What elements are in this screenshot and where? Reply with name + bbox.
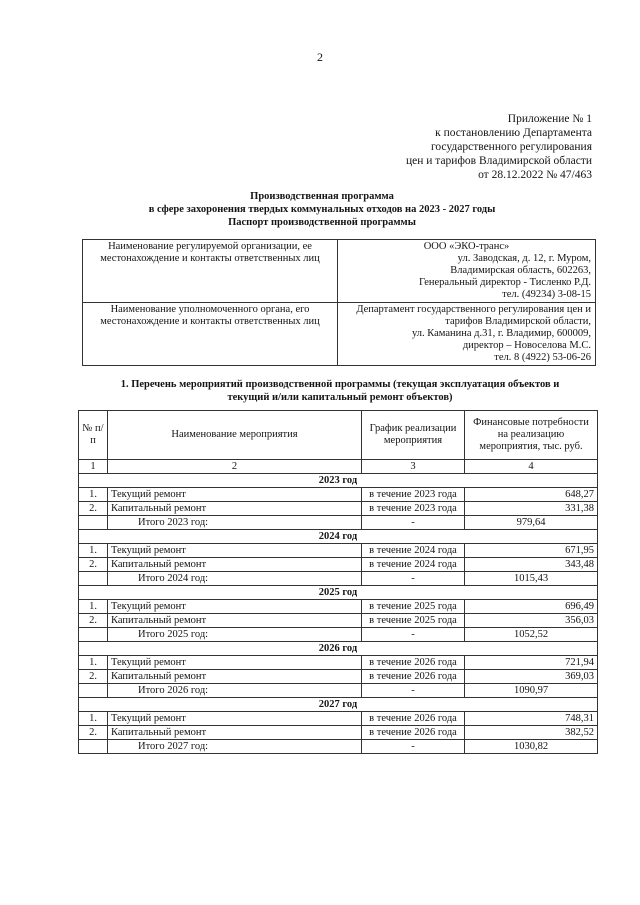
measure-name: Капитальный ремонт — [108, 726, 362, 740]
row-number: 1. — [79, 712, 108, 726]
column-number-row — [79, 460, 598, 474]
appendix-line: цен и тарифов Владимирской области — [405, 155, 592, 167]
passport-value — [338, 240, 596, 303]
measure-cost: 671,95 — [465, 544, 598, 558]
total-schedule: - — [362, 628, 465, 642]
header-schedule: График реализации мероприятия — [362, 411, 465, 460]
total-number — [79, 516, 108, 530]
measure-cost: 382,52 — [465, 726, 598, 740]
appendix-line: от 28.12.2022 № 47/463 — [478, 169, 592, 181]
measure-cost: 331,38 — [465, 502, 598, 516]
row-number: 1. — [79, 488, 108, 502]
passport-row — [83, 303, 596, 366]
passport-label: Наименование уполномоченного органа, его местонахождение и контакты ответственных лиц — [83, 303, 338, 366]
measure-name: Текущий ремонт — [108, 656, 362, 670]
passport-label: Наименование регулируемой организации, ее местонахождение и контакты ответственных лиц — [83, 240, 338, 303]
section-title — [90, 378, 590, 404]
total-number — [79, 628, 108, 642]
year-header-row — [79, 474, 598, 488]
page-number: 2 — [317, 50, 323, 64]
measure-schedule: в течение 2024 года — [362, 544, 465, 558]
measure-schedule: в течение 2026 года — [362, 712, 465, 726]
appendix-line: государственного регулирования — [430, 141, 592, 153]
year-label: 2027 год — [79, 698, 598, 712]
measure-schedule: в течение 2026 года — [362, 726, 465, 740]
total-cost: 979,64 — [465, 516, 598, 530]
measure-name: Капитальный ремонт — [108, 614, 362, 628]
title-line: Производственная программа — [250, 191, 394, 202]
header-cost: Финансовые потребности на реализацию мероприятия, тыс. руб. — [465, 411, 598, 460]
total-name: Итого 2023 год: — [108, 516, 362, 530]
year-label: 2023 год — [79, 474, 598, 488]
measure-schedule: в течение 2024 года — [362, 558, 465, 572]
total-schedule: - — [362, 572, 465, 586]
total-number — [79, 572, 108, 586]
column-number: 2 — [108, 460, 362, 474]
total-name: Итого 2024 год: — [108, 572, 362, 586]
measure-name: Текущий ремонт — [108, 488, 362, 502]
section-title-line: текущий и/или капитальный ремонт объектов) — [227, 392, 453, 403]
year-label: 2025 год — [79, 586, 598, 600]
title-line: Паспорт производственной программы — [228, 217, 416, 228]
total-number — [79, 740, 108, 754]
title-line: в сфере захоронения твердых коммунальных отходов на 2023 - 2027 годы — [148, 204, 496, 215]
header-no: № п/п — [79, 411, 108, 460]
row-number: 1. — [79, 544, 108, 558]
measure-schedule: в течение 2025 года — [362, 600, 465, 614]
passport-row — [83, 240, 596, 303]
passport-value-line: ул. Каманина д.31, г. Владимир, 600009, — [411, 328, 591, 339]
table-row — [79, 670, 598, 684]
passport-value-line: Департамент государственного регулирования цен и — [356, 304, 591, 315]
table-row — [79, 726, 598, 740]
total-name: Итого 2026 год: — [108, 684, 362, 698]
row-number: 2. — [79, 502, 108, 516]
row-number: 1. — [79, 600, 108, 614]
row-number: 1. — [79, 656, 108, 670]
passport-value-line: ООО «ЭКО-транс» — [423, 241, 510, 252]
measure-name: Текущий ремонт — [108, 544, 362, 558]
passport-value-line: директор – Новоселова М.С. — [462, 340, 591, 351]
measure-name: Капитальный ремонт — [108, 558, 362, 572]
passport-value-line: тел. 8 (4922) 53-06-26 — [494, 352, 591, 363]
measure-cost: 648,27 — [465, 488, 598, 502]
measure-schedule: в течение 2025 года — [362, 614, 465, 628]
table-row — [79, 558, 598, 572]
total-cost: 1052,52 — [465, 628, 598, 642]
total-row — [79, 572, 598, 586]
header-name: Наименование мероприятия — [108, 411, 362, 460]
year-label: 2024 год — [79, 530, 598, 544]
measure-cost: 696,49 — [465, 600, 598, 614]
total-name: Итого 2027 год: — [108, 740, 362, 754]
measure-cost: 356,03 — [465, 614, 598, 628]
section-title-line: 1. Перечень мероприятий производственной программы (текущая эксплуатация объектов и — [120, 379, 560, 390]
table-row — [79, 488, 598, 502]
total-row — [79, 628, 598, 642]
measure-schedule: в течение 2023 года — [362, 488, 465, 502]
year-header-row — [79, 530, 598, 544]
measure-cost: 748,31 — [465, 712, 598, 726]
year-header-row — [79, 642, 598, 656]
table-row — [79, 502, 598, 516]
column-number: 4 — [465, 460, 598, 474]
measure-cost: 369,03 — [465, 670, 598, 684]
total-number — [79, 684, 108, 698]
measure-name: Капитальный ремонт — [108, 670, 362, 684]
passport-value-line: тел. (49234) 3-08-15 — [502, 289, 591, 300]
table-header-row — [79, 411, 598, 460]
appendix-line: Приложение № 1 — [507, 113, 592, 125]
measure-schedule: в течение 2026 года — [362, 656, 465, 670]
total-cost: 1030,82 — [465, 740, 598, 754]
table-row — [79, 544, 598, 558]
appendix-block — [370, 112, 592, 182]
total-cost: 1090,97 — [465, 684, 598, 698]
total-name: Итого 2025 год: — [108, 628, 362, 642]
year-header-row — [79, 698, 598, 712]
column-number: 3 — [362, 460, 465, 474]
measure-name: Текущий ремонт — [108, 712, 362, 726]
total-row — [79, 684, 598, 698]
row-number: 2. — [79, 558, 108, 572]
passport-value — [338, 303, 596, 366]
total-cost: 1015,43 — [465, 572, 598, 586]
total-schedule: - — [362, 516, 465, 530]
measure-name: Текущий ремонт — [108, 600, 362, 614]
total-row — [79, 740, 598, 754]
appendix-line: к постановлению Департамента — [435, 127, 592, 139]
total-row — [79, 516, 598, 530]
measure-schedule: в течение 2026 года — [362, 670, 465, 684]
passport-value-line: Генеральный директор - Тисленко Р.Д. — [418, 277, 591, 288]
passport-value-line: Владимирская область, 602263, — [450, 265, 591, 276]
row-number: 2. — [79, 670, 108, 684]
passport-table — [82, 239, 596, 366]
row-number: 2. — [79, 726, 108, 740]
table-row — [79, 712, 598, 726]
column-number: 1 — [79, 460, 108, 474]
document-title — [80, 190, 564, 229]
measures-table — [78, 410, 598, 754]
total-schedule: - — [362, 684, 465, 698]
table-row — [79, 600, 598, 614]
measure-name: Капитальный ремонт — [108, 502, 362, 516]
year-header-row — [79, 586, 598, 600]
year-label: 2026 год — [79, 642, 598, 656]
table-row — [79, 656, 598, 670]
measure-cost: 721,94 — [465, 656, 598, 670]
passport-value-line: тарифов Владимирской области, — [445, 316, 591, 327]
years-body — [79, 474, 598, 754]
total-schedule: - — [362, 740, 465, 754]
passport-value-line: ул. Заводская, д. 12, г. Муром, — [457, 253, 591, 264]
measure-schedule: в течение 2023 года — [362, 502, 465, 516]
table-row — [79, 614, 598, 628]
measure-cost: 343,48 — [465, 558, 598, 572]
row-number: 2. — [79, 614, 108, 628]
